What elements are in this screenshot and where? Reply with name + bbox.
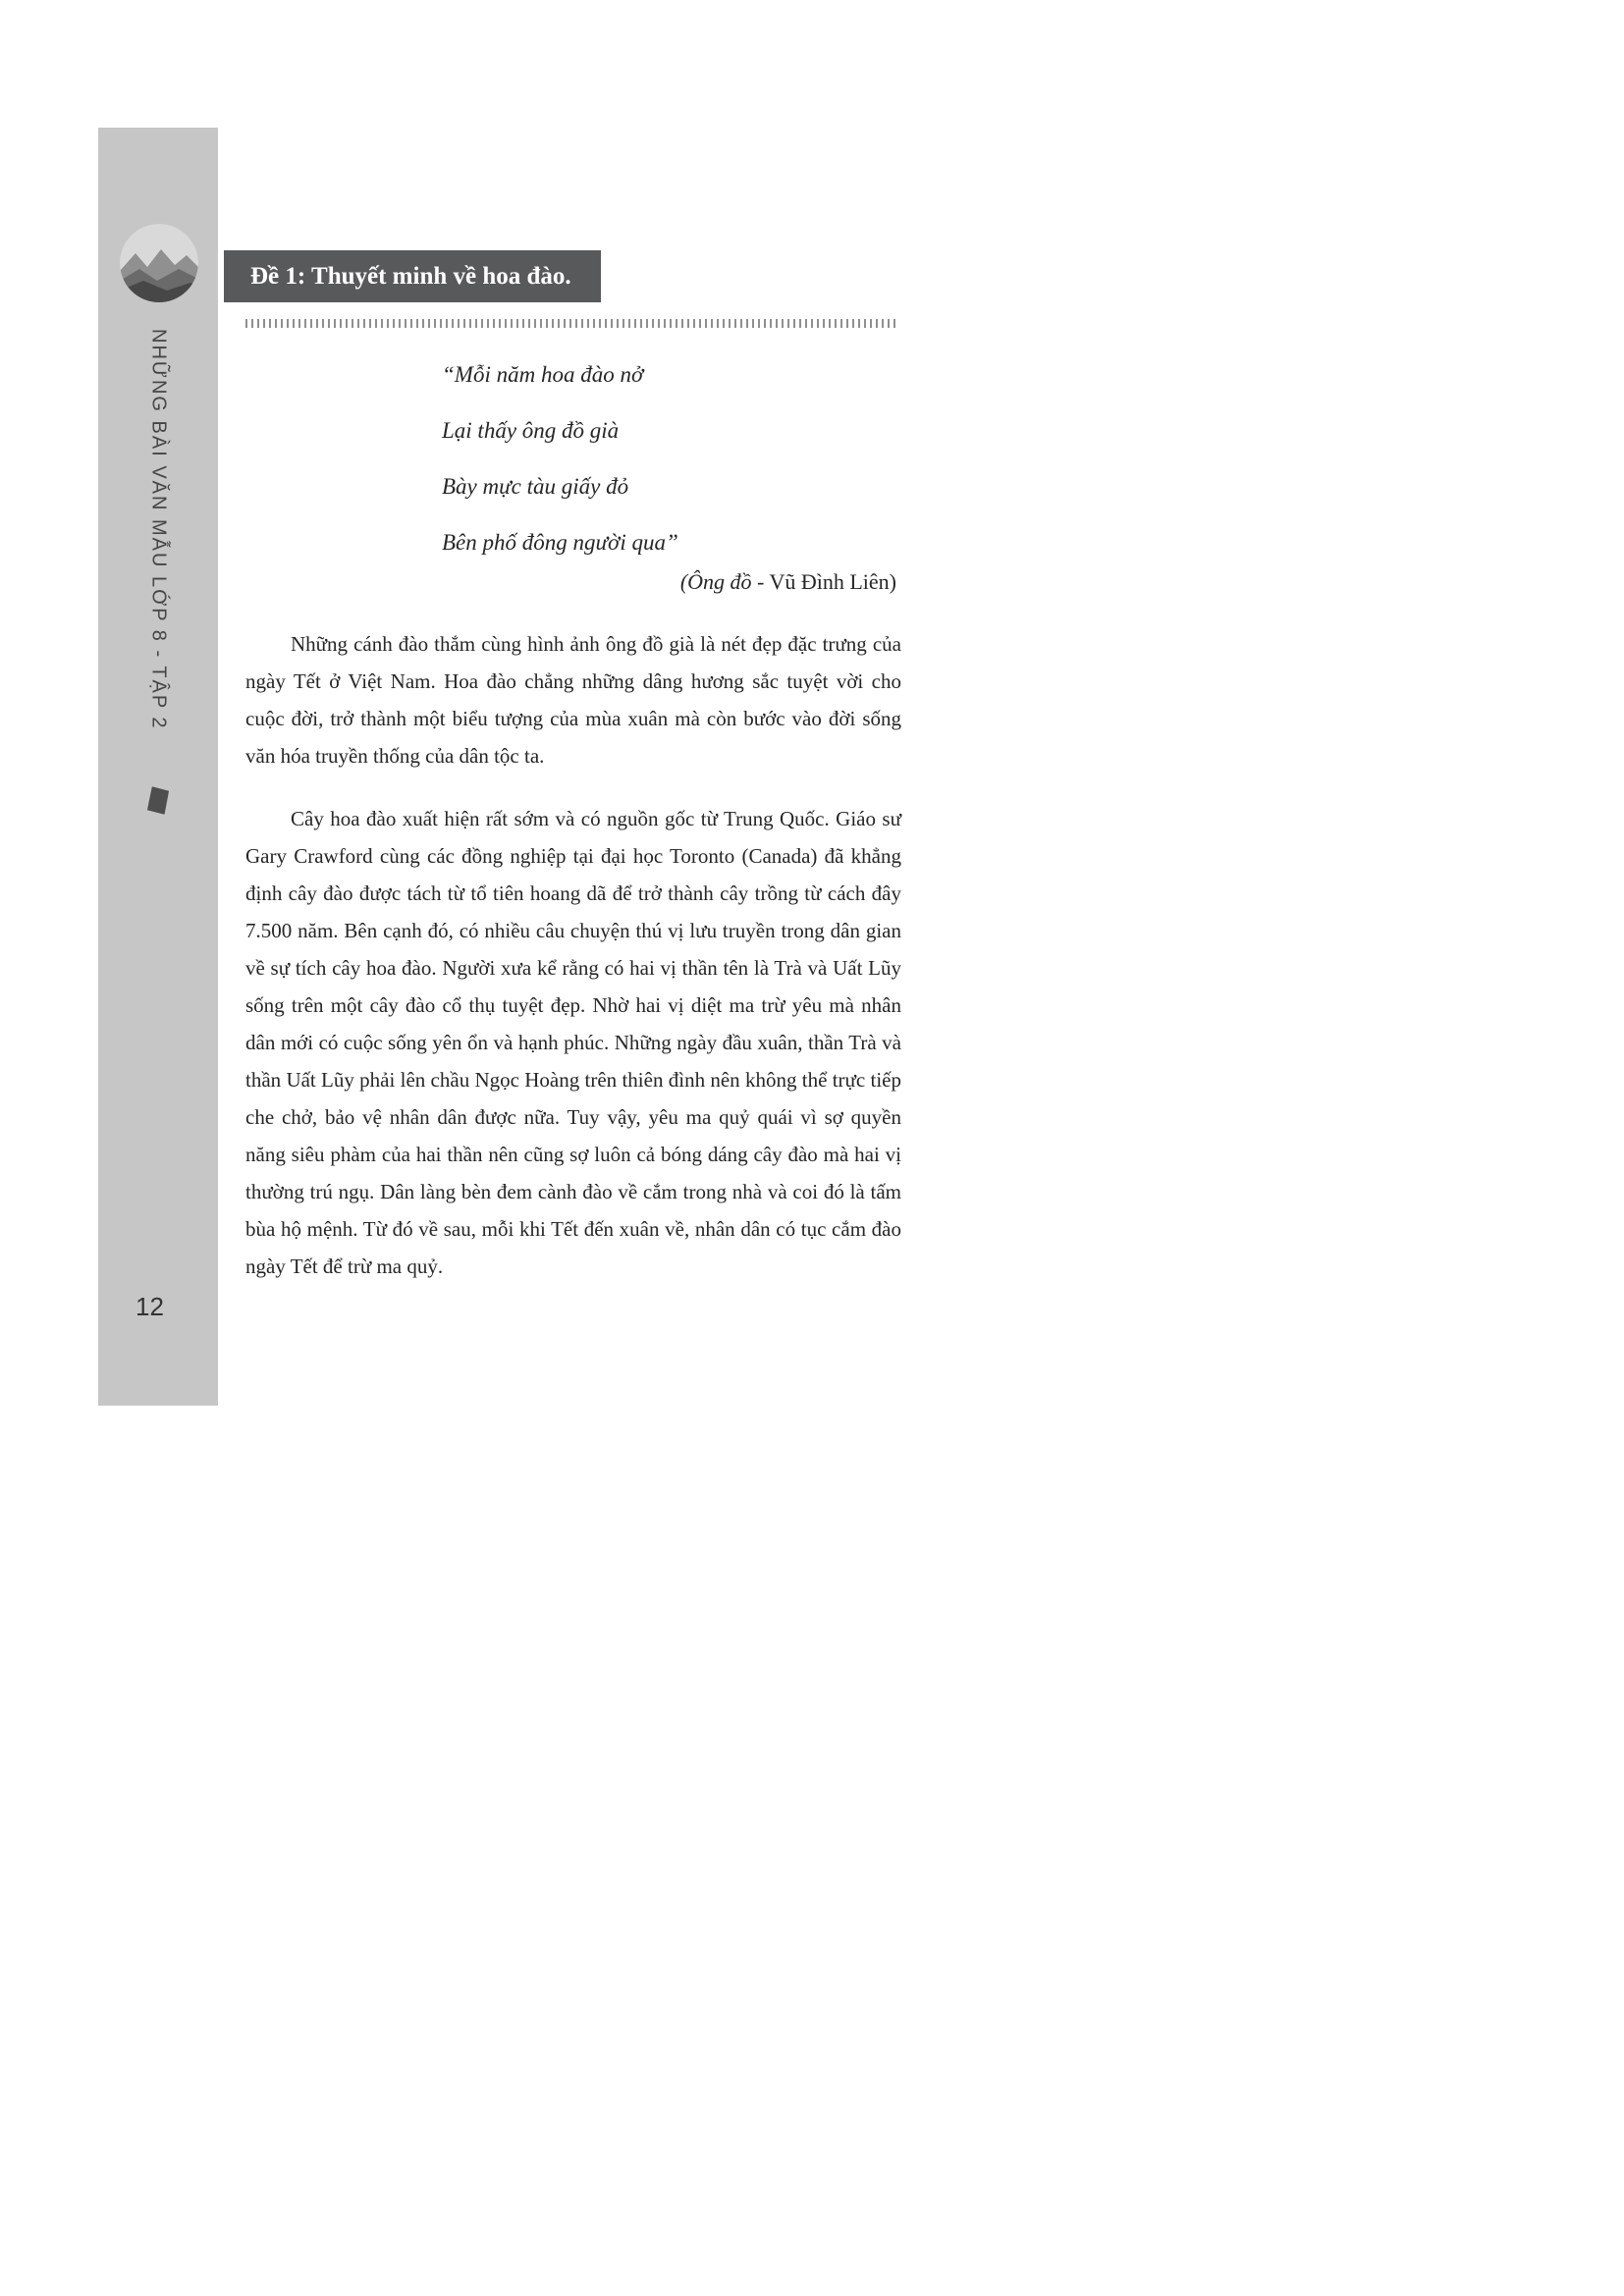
circular-landscape-photo: [120, 224, 198, 302]
series-title-vertical: NHỮNG BÀI VĂN MẪU LỚP 8 - TẬP 2: [147, 329, 170, 730]
page-number: 12: [135, 1292, 164, 1321]
poem-attribution: [245, 569, 896, 595]
essay-body: [245, 625, 901, 1310]
ink-blot-icon: [147, 786, 170, 815]
topic-title: Đề 1: Thuyết minh về hoa đào.: [250, 263, 571, 290]
poem-line: Lại thấy ông đồ già: [442, 418, 620, 443]
poem-author: - Vũ Đình Liên): [751, 569, 896, 594]
topic-banner: [224, 250, 601, 302]
mountains-photo-icon: [120, 224, 198, 302]
poem-line: “Mỗi năm hoa đào nở: [442, 362, 644, 387]
dotted-divider: [245, 319, 896, 328]
poem-work-title: (Ông đồ: [679, 569, 752, 594]
page-content: [224, 250, 921, 1278]
poem-line: Bên phố đông người qua”: [442, 530, 678, 555]
spine-sidebar: [98, 128, 218, 1406]
poem-line: Bày mực tàu giấy đỏ: [442, 474, 629, 499]
body-paragraph: Những cánh đào thắm cùng hình ảnh ông đồ già là nét đẹp đặc trưng của ngày Tết ở Việt Nam. Hoa đào chẳng những dâng hương sắc tuyệt vời cho cuộc đời, trở thành một biểu tượng của mùa xuân mà còn bước vào đời sống văn hóa truyền thống của dân tộc ta.: [245, 632, 901, 768]
poem-quote: [442, 347, 678, 570]
body-paragraph: Cây hoa đào xuất hiện rất sớm và có nguồn gốc từ Trung Quốc. Giáo sư Gary Crawford cùng các đồng nghiệp tại đại học Toronto (Canada) đã khẳng định cây đào được tách từ tổ tiên hoang dã để trở thành cây trồng từ cách đây 7.500 năm. Bên cạnh đó, có nhiều câu chuyện thú vị lưu truyền trong dân gian về sự tích cây hoa đào. Người xưa kể rằng có hai vị thần tên là Trà và Uất Lũy sống trên một cây đào cổ thụ tuyệt đẹp. Nhờ hai vị diệt ma trừ yêu mà nhân dân mới có cuộc sống yên ổn và hạnh phúc. Những ngày đầu xuân, thần Trà và thần Uất Lũy phải lên chầu Ngọc Hoàng trên thiên đình nên không thể trực tiếp che chở, bảo vệ nhân dân được nữa. Tuy vậy, yêu ma quỷ quái vì sợ quyền năng siêu phàm của hai thần nên cũng sợ luôn cả bóng dáng cây đào mà hai vị thường trú ngụ. Dân làng bèn đem cành đào về cắm trong nhà và coi đó là tấm bùa hộ mệnh. Từ đó về sau, mỗi khi Tết đến xuân về, nhân dân có tục cắm đào ngày Tết để trừ ma quỷ.: [245, 807, 901, 1278]
